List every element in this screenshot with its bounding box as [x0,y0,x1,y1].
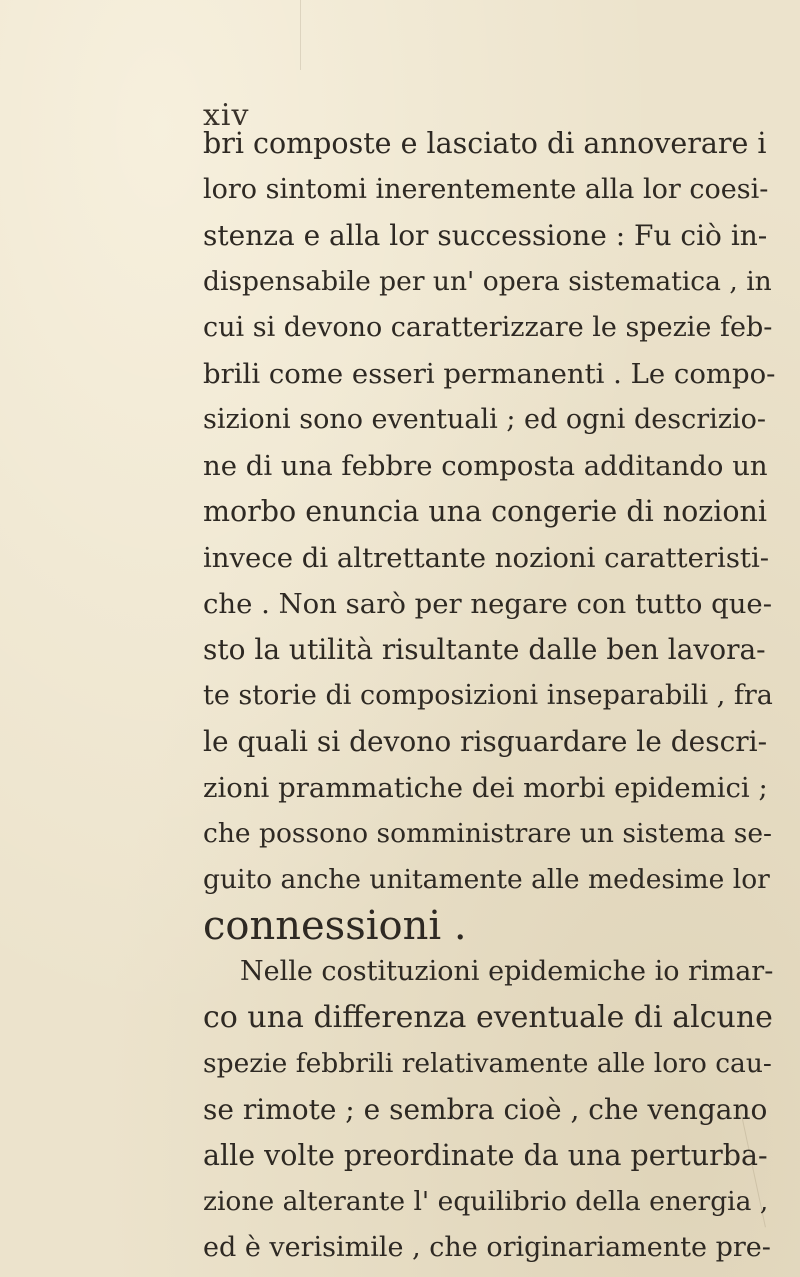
text-line: che . Non sarò per negare con tutto que- [203,588,773,620]
text-line: sizioni sono eventuali ; ed ogni descrizio- [203,404,767,435]
text-line: sto la utilità risultante dalle ben lavora- [203,633,766,666]
text-line: stenza e alla lor successione : Fu ciò in- [203,219,768,252]
paper-crease [300,0,301,70]
text-line: che possono somministrare un sistema se- [203,818,772,849]
text-line: se rimote ; e sembra cioè , che vengano [203,1093,768,1126]
text-line: loro sintomi inerentemente alla lor coesi- [203,174,769,205]
text-line: zione alterante l' equilibrio della energia , [203,1186,769,1217]
text-line: spezie febbrili relativamente alle loro cau- [203,1048,772,1079]
text-line: guito anche unitamente alle medesime lor [203,864,770,895]
text-line: connessioni . [203,903,467,949]
text-line: bri composte e lasciato di annoverare i [203,127,767,160]
text-line: co una differenza eventuale di alcune [203,1000,773,1035]
text-line: dispensabile per un' opera sistematica , in [203,266,772,297]
text-line: invece di altrettante nozioni caratteristi- [203,542,770,574]
text-line: morbo enuncia una congerie di nozioni [203,495,768,528]
page-number: xiv [203,98,250,133]
text-line: alle volte preordinate da una perturba- [203,1139,768,1172]
text-line: le quali si devono risguardare le descri- [203,725,768,758]
text-line: brili come esseri permanenti . Le compo- [203,358,776,390]
text-line: ed è verisimile , che originariamente pre- [203,1232,771,1263]
text-line: zioni prammatiche dei morbi epidemici ; [203,772,768,804]
text-line: te storie di composizioni inseparabili , fra [203,680,773,711]
text-line: ne di una febbre composta additando un [203,450,768,482]
text-line: cui si devono caratterizzare le spezie feb- [203,312,773,343]
text-line: Nelle costituzioni epidemiche io rimar- [240,956,774,987]
